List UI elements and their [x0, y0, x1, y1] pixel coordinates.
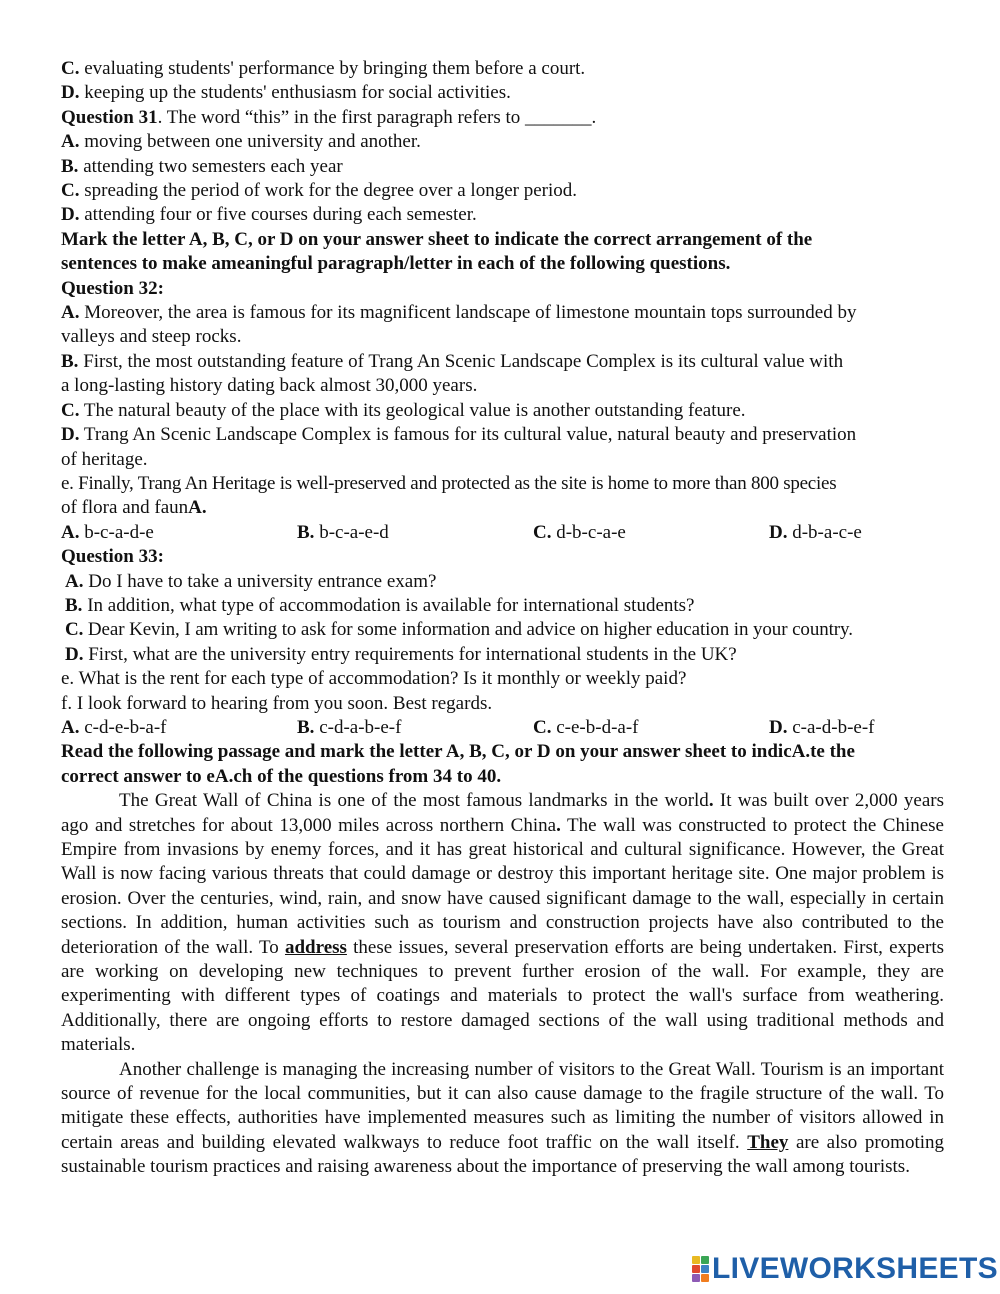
q33-label: Question 33:	[61, 546, 164, 568]
worksheet-page	[61, 57, 944, 1180]
q33-answer-a[interactable]: A. c-d-e-b-a-f	[61, 716, 167, 738]
q32-sentence-b: B. First, the most outstanding feature of Trang An Scenic Landscape Complex is its cultural value with a long-lasting history dating back almost 30,000 years.	[61, 350, 844, 397]
q32-sentence-d: D. Trang An Scenic Landscape Complex is famous for its cultural value, natural beauty and preservation of heritage.	[61, 424, 857, 470]
q32-sentence-e: e. Finally, Trang An Heritage is well-preserved and protected as the site is home to more than 800 species of flora and faunA.	[61, 472, 837, 519]
q32-sentence-a: A. Moreover, the area is famous for its magnificent landscape of limestone mountain tops surrounded by valleys and steep rocks.	[61, 302, 857, 348]
q33-sentence-a: A. Do I have to take a university entrance exam?	[65, 570, 437, 592]
q33-answer-options	[61, 716, 944, 740]
q33-answer-c[interactable]: C. c-e-b-d-a-f	[533, 716, 639, 738]
q32-answer-a[interactable]: A. b-c-a-d-e	[61, 521, 154, 543]
instruction-reading	[61, 740, 944, 789]
q32-answer-d[interactable]: D. d-b-a-c-e	[769, 521, 862, 543]
reading-passage	[61, 789, 944, 1180]
instruction-line: sentences to make ameaningful paragraph/letter in each of the following questions.	[61, 253, 731, 275]
passage-paragraph-2: Another challenge is managing the increasing number of visitors to the Great Wall. Tourism is an important source of revenue for the local communities, but it can also cause damage to the fragile structure of the wall. To mitigate these effects, authorities have implemented measures such as limiting the number of visitors allowed in certain areas and building elevated walkways to reduce foot traffic on the wall itself. They are also promoting sustainable tourism practices and raising awareness about the importance of preserving the wall among tourists.	[61, 1058, 945, 1178]
highlighted-word-they: They	[747, 1131, 789, 1153]
q30-option-c: C. evaluating students' performance by bringing them before a court.	[61, 58, 586, 79]
q33-answer-b[interactable]: B. c-d-a-b-e-f	[297, 716, 402, 738]
q33-sentence-b: B. In addition, what type of accommodation is available for international students?	[65, 594, 695, 616]
q32-answer-options	[61, 521, 944, 545]
highlighted-word-address: address	[284, 936, 347, 958]
q31-option-b: B. attending two semesters each year	[61, 155, 343, 177]
q31-stem: Question 31. The word “this” in the first paragraph refers to _______.	[61, 106, 597, 128]
q33-sentence-d: D. First, what are the university entry requirements for international students in the UK?	[65, 643, 737, 665]
instruction-arrangement	[61, 228, 944, 277]
logo-text: LIVEWORKSHEETS	[712, 1252, 998, 1285]
q31-option-c: C. spreading the period of work for the degree over a longer period.	[61, 180, 577, 202]
q32-sentence-c: C. The natural beauty of the place with its geological value is another outstanding feature.	[61, 399, 746, 421]
q32-answer-b[interactable]: B. b-c-a-e-d	[297, 521, 389, 543]
q31-option-d: D. attending four or five courses during each semester.	[61, 204, 477, 226]
liveworksheets-logo	[692, 1254, 998, 1284]
q33-sentence-f: f. I look forward to hearing from you soon. Best regards.	[61, 692, 493, 714]
q32-label: Question 32:	[61, 277, 164, 299]
q33-answer-d[interactable]: D. c-a-d-b-e-f	[769, 716, 875, 738]
q30-option-d: D. keeping up the students' enthusiasm for social activities.	[61, 82, 511, 104]
q33-sentence-c: C. Dear Kevin, I am writing to ask for some information and advice on higher education in your country.	[65, 619, 853, 641]
q31-option-a: A. moving between one university and another.	[61, 131, 421, 153]
logo-blocks-icon	[692, 1256, 709, 1282]
q32-answer-c[interactable]: C. d-b-c-a-e	[533, 521, 626, 543]
passage-paragraph-1: The Great Wall of China is one of the most famous landmarks in the world. It was built over 2,000 years ago and stretches for about 13,000 miles across northern China. The wall was constructed to protect the Chinese Empire from invasions by enemy forces, and it has great historical and cultural significance. However, the Great Wall is now facing various threats that could damage or destroy this important heritage site. One major problem is erosion. Over the centuries, wind, rain, and snow have caused significant damage to the wall, especially in certain sections. In addition, human activities such as tourism and construction projects have also contributed to the deterioration of the wall. To address these issues, several preservation efforts are being undertaken. First, experts are working on developing new techniques to prevent further erosion of the wall. For example, they are experimenting with different types of coatings and materials to protect the wall's surface from weathering. Additionally, there are ongoing efforts to restore damaged sections of the wall using traditional methods and materials.	[61, 790, 944, 1056]
instruction-line: Read the following passage and mark the letter A, B, C, or D on your answer sheet to indicA.te the	[61, 741, 855, 763]
q33-sentence-e: e. What is the rent for each type of accommodation? Is it monthly or weekly paid?	[61, 668, 687, 690]
instruction-line: correct answer to eA.ch of the questions from 34 to 40.	[61, 765, 502, 787]
instruction-line: Mark the letter A, B, C, or D on your answer sheet to indicate the correct arrangement of the	[61, 228, 813, 250]
